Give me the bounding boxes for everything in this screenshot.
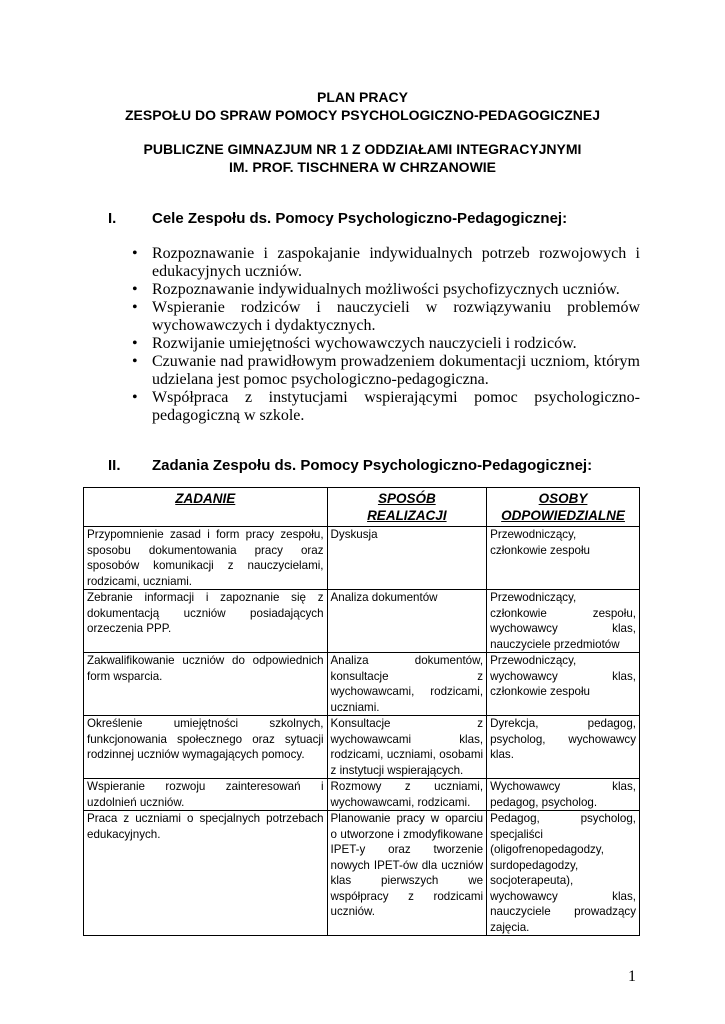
list-item (130, 335, 640, 353)
section-2-title: Zadania Zespołu ds. Pomocy Psychologiczno-Pedagogicznej: (152, 457, 593, 474)
table-row (84, 527, 640, 590)
table-header-row (84, 488, 640, 527)
header-method: SPOSÓB REALIZACJI (327, 488, 487, 527)
people-cell: Dyrekcja, pedagog, psycholog, wychowawcy klas. (487, 716, 640, 779)
list-item (130, 281, 640, 299)
method-cell: Rozmowy z uczniami, wychowawcami, rodzicami. (327, 779, 487, 811)
goal-text: Rozpoznawanie indywidualnych możliwości psychofizycznych uczniów. (152, 281, 620, 298)
table-row (84, 716, 640, 779)
list-item (130, 389, 640, 425)
method-cell: Analiza dokumentów (327, 590, 487, 653)
bullet-icon: • (132, 245, 138, 262)
list-item (130, 353, 640, 389)
header-people: OSOBY ODPOWIEDZIALNE (487, 488, 640, 527)
bullet-icon: • (132, 389, 138, 406)
section-1-title: Cele Zespołu ds. Pomocy Psychologiczno-Pedagogicznej: (152, 210, 568, 227)
task-cell: Określenie umiejętności szkolnych, funkcjonowania społecznego oraz sytuacji rodzinnej uczniów wymagających pomocy. (84, 716, 328, 779)
school-line-1: PUBLICZNE GIMNAZJUM NR 1 Z ODDZIAŁAMI INTEGRACYJNYMI (143, 141, 582, 157)
section-1-heading (108, 209, 567, 229)
task-cell: Zebranie informacji i zapoznanie się z dokumentacją uczniów posiadających orzeczenia PPP. (84, 590, 328, 653)
document-title (0, 88, 725, 124)
people-cell: Wychowawcy klas, pedagog, psycholog. (487, 779, 640, 811)
list-item (130, 299, 640, 335)
title-line-2: ZESPOŁU DO SPRAW POMOCY PSYCHOLOGICZNO-PEDAGOGICZNEJ (124, 107, 600, 123)
task-cell: Zakwalifikowanie uczniów do odpowiednich form wsparcia. (84, 653, 328, 716)
method-cell: Analiza dokumentów, konsultacje z wychowawcami, rodzicami, uczniami. (327, 653, 487, 716)
people-cell: Przewodniczący, wychowawcy klas, członkowie zespołu (487, 653, 640, 716)
task-cell: Przypomnienie zasad i form pracy zespołu, sposobu dokumentowania pracy oraz sposobów komunikacji z nauczycielami, rodzicami, uczniami. (84, 527, 328, 590)
list-item (130, 245, 640, 281)
people-cell: Przewodniczący, członkowie zespołu, wychowawcy klas, nauczyciele przedmiotów (487, 590, 640, 653)
section-2-number: II. (108, 457, 121, 474)
header-task: ZADANIE (84, 488, 328, 527)
school-name (0, 140, 725, 176)
page-number: 1 (628, 968, 636, 985)
section-2-heading (108, 456, 592, 476)
task-cell: Wspieranie rozwoju zainteresowań i uzdolnień uczniów. (84, 779, 328, 811)
table-row (84, 811, 640, 936)
people-cell: Przewodniczący, członkowie zespołu (487, 527, 640, 590)
goal-text: Wspieranie rodziców i nauczycieli w rozwiązywaniu problemów wychowawczych i dydaktycznych. (152, 299, 640, 334)
method-cell: Dyskusja (327, 527, 487, 590)
method-cell: Planowanie pracy w oparciu o utworzone i zmodyfikowane IPET-y oraz tworzenie nowych IPET-ów dla uczniów klas pierwszych we współpracy z rodzicami uczniów. (327, 811, 487, 936)
method-cell: Konsultacje z wychowawcami klas, rodzicami, uczniami, osobami z instytucji wspierających. (327, 716, 487, 779)
task-cell: Praca z uczniami o specjalnych potrzebach edukacyjnych. (84, 811, 328, 936)
people-cell: Pedagog, psycholog, specjaliści (oligofrenopedagodzy, surdopedagodzy, socjoterapeuta), wychowawcy klas, nauczyciele prowadzący zajęcia. (487, 811, 640, 936)
table-row (84, 779, 640, 811)
goal-text: Współpraca z instytucjami wspierającymi pomoc psychologiczno-pedagogiczną w szkole. (152, 389, 640, 424)
bullet-icon: • (132, 353, 138, 370)
table-row (84, 590, 640, 653)
section-1-number: I. (108, 210, 117, 227)
bullet-icon: • (132, 281, 138, 298)
goal-text: Rozpoznawanie i zaspokajanie indywidualnych potrzeb rozwojowych i edukacyjnych uczniów. (152, 245, 640, 280)
bullet-icon: • (132, 335, 138, 352)
bullet-icon: • (132, 299, 138, 316)
table-row (84, 653, 640, 716)
goal-text: Czuwanie nad prawidłowym prowadzeniem dokumentacji uczniom, którym udzielana jest pomoc psychologiczno-pedagogiczna. (152, 353, 640, 388)
goals-list (130, 245, 640, 425)
school-line-2: IM. PROF. TISCHNERA W CHRZANOWIE (228, 159, 497, 175)
tasks-table (83, 487, 640, 936)
goal-text: Rozwijanie umiejętności wychowawczych nauczycieli i rodziców. (152, 335, 577, 352)
title-line-1: PLAN PRACY (316, 89, 408, 105)
